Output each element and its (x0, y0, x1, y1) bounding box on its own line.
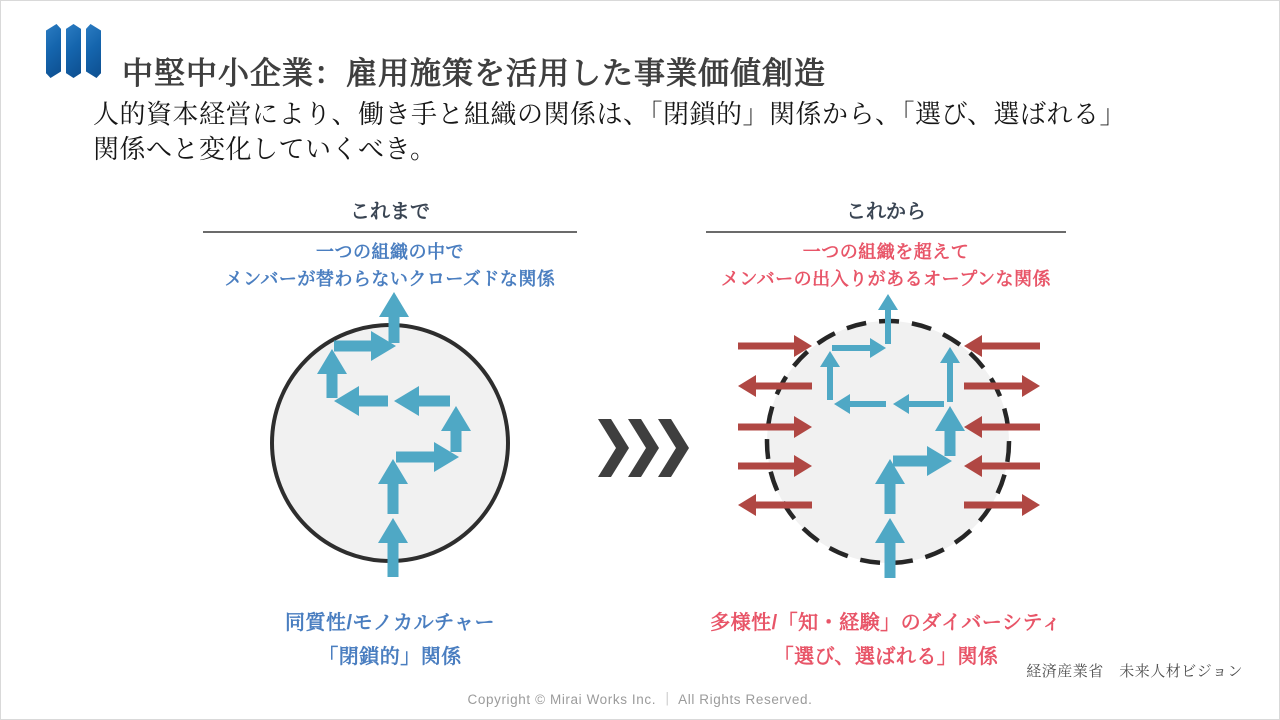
subtitle-line-1: 人的資本経営により、働き手と組織の関係は、「閉鎖的」関係から、「選び、選ばれる」 (93, 99, 1126, 129)
closed-organization-diagram (272, 316, 508, 577)
left-panel-caption-2: メンバーが替わらないクローズドな関係 (224, 269, 556, 289)
left-panel-footer-2: 「閉鎖的」関係 (318, 646, 462, 668)
source-attribution: 経済産業省 未来人材ビジョン (1026, 663, 1243, 680)
copyright-notice: Copyright © Mirai Works Inc. ｜ All Rights Reserved. (467, 692, 813, 707)
left-panel-header: これまで (203, 195, 577, 233)
right-panel-footer-2: 「選び、選ばれる」関係 (773, 646, 999, 668)
right-panel-footer-1: 多様性/「知・経験」のダイバーシティ (710, 612, 1062, 634)
open-organization-diagram (738, 309, 1040, 578)
open-dashed-circle (767, 321, 1009, 563)
triple-chevron-right-icon (598, 419, 689, 477)
right-panel-caption-2: メンバーの出入りがあるオープンな関係 (720, 269, 1052, 289)
right-panel-header: これから (706, 195, 1066, 233)
closed-circle (272, 325, 508, 561)
left-panel-footer-1: 同質性/モノカルチャー (284, 612, 496, 634)
page-title: 中堅中小企業：雇用施策を活用した事業価値創造 (122, 55, 826, 91)
right-panel-caption-1: 一つの組織を超えて (802, 242, 970, 262)
subtitle-line-2: 関係へと変化していくべき。 (93, 134, 437, 164)
left-panel-caption-1: 一つの組織の中で (316, 242, 464, 262)
